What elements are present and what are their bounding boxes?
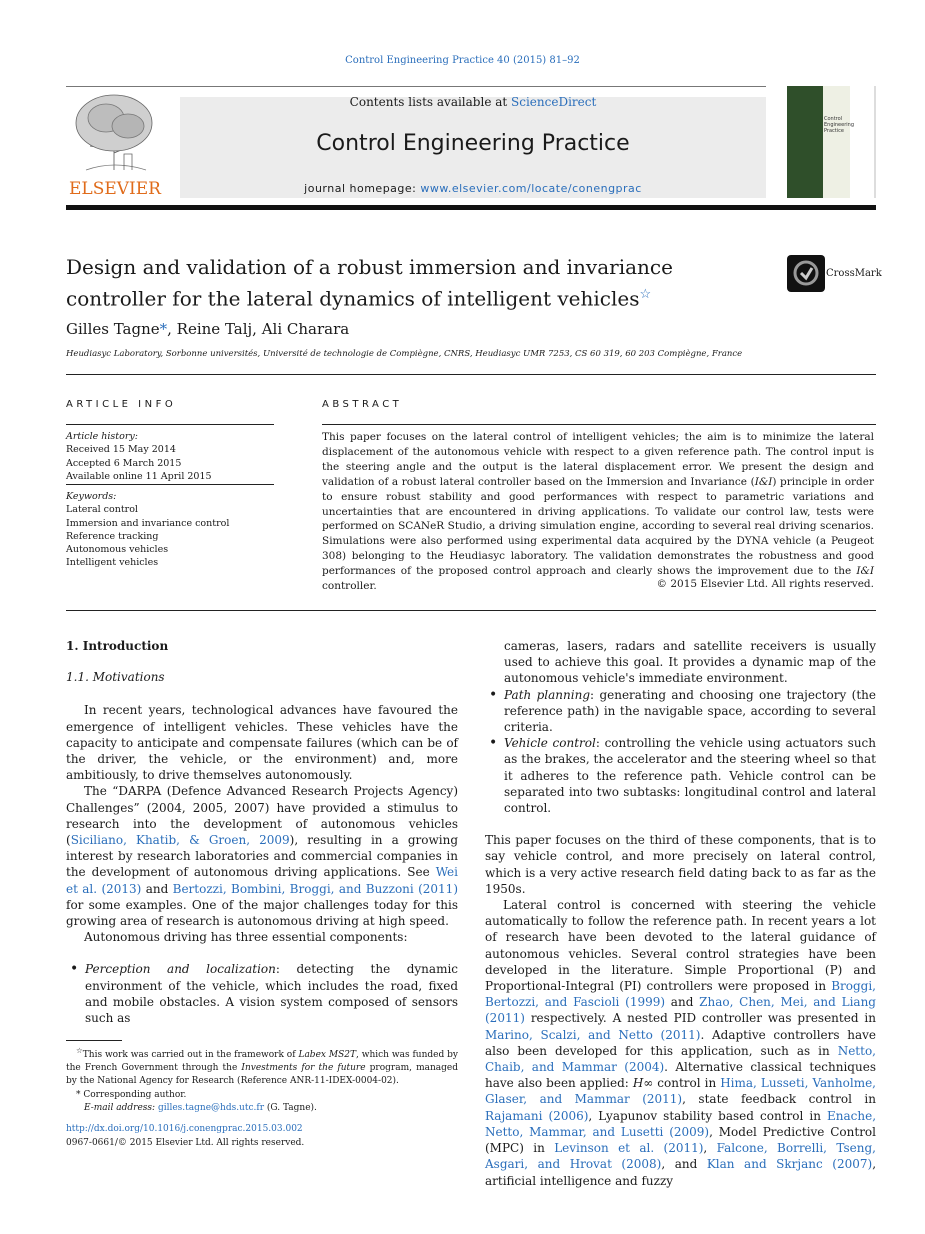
corresponding-author-marker[interactable]: *	[159, 320, 168, 338]
citation-link[interactable]: Klan and Skrjanc (2007)	[706, 1157, 873, 1172]
journal-name[interactable]: Control Engineering Practice	[316, 131, 630, 156]
citation-link[interactable]: Levinson et al. (2011)	[554, 1141, 704, 1156]
affiliation: Heudiasyc Laboratory, Sorbonne universités, Université de technologie de Compiègne, CNRS, Heudiasyc UMR 7253, CS 60 319, 60 203 Compiègne, France	[66, 349, 743, 359]
footnotes	[66, 1044, 458, 1115]
paragraph: Lateral control is concerned with steering the vehicle automatically to follow the reference path. In recent years a lot of research have been devoted to the lateral guidance of autonomous vehicles. Several control strategies have been developed in the literature. Simple Proportional (P) and Proportional-Integral (PI) controllers were proposed in Broggi, Bertozzi, and Fascioli (1999) and Zhao, Chen, Mei, and Liang (2011) respectively. A nested PID controller was presented in Marino, Scalzi, and Netto (2011). Adaptive controllers have also been developed for this application, such as in Netto, Chaib, and Mammar (2004). Alternative classical techniques have also been applied: H∞ control in Hima, Lusseti, Vanholme, Glaser, and Mammar (2011), state feedback control in Rajamani (2006), Lyapunov stability based control in Enache, Netto, Mammar, and Lusetti (2009), Model Predictive Control (MPC) in Levinson et al. (2011), Falcone, Borrelli, Tseng, Asgari, and Hrovat (2008), and Klan and Skrjanc (2007), artificial intelligence and fuzzy	[485, 898, 877, 1188]
divider	[66, 374, 876, 375]
section-heading: 1. Introduction	[66, 639, 169, 653]
elsevier-tree-icon	[66, 88, 164, 198]
author-tagne: Gilles Tagne	[66, 320, 160, 338]
list-item-continued: cameras, lasers, radars and satellite receivers is usually used to achieve this goal. It provides a dynamic map of the autonomous vehicle's immediate environment.	[504, 639, 876, 686]
title-footnote-marker[interactable]: ☆	[639, 287, 652, 302]
crossmark-label[interactable]: CrossMark	[826, 268, 882, 279]
article-info-heading: ARTICLE INFO	[66, 399, 177, 410]
divider	[322, 424, 876, 425]
citation-link[interactable]: Netto, Chaib, and Mammar (2004)	[485, 1043, 876, 1075]
footnote-rule	[66, 1040, 122, 1041]
abstract-heading: ABSTRACT	[322, 399, 403, 410]
abstract-text: This paper focuses on the lateral control of intelligent vehicles; the aim is to minimize the lateral displacement of the autonomous vehicle with respect to a given reference path. The control input is the steering angle and the output is the lateral displacement error. We present the design and validation of a robust lateral controller based on the Immersion and Invariance (I&I) principle in order to ensure robust stability and good performances with respect to parametric variations and uncertainties that are encountered in driving applications. To validate our control law, tests were performed on SCANeR Studio, a driving simulation engine, according to several real driving scenarios. Simulations were also performed using experimental data acquired by the DYNA vehicle (a Peugeot 308) belonging to the Heudiasyc laboratory. The validation demonstrates the robustness and good performances of the proposed control approach and clearly shows the improvement due to the I&I controller.	[322, 431, 874, 593]
email-footnote: E-mail address: gilles.tagne@hds.utc.fr (G. Tagne).	[84, 1102, 317, 1113]
contents-line: Contents lists available at ScienceDirect	[349, 95, 597, 109]
citation-link[interactable]: Rajamani (2006)	[485, 1108, 589, 1123]
citation-link[interactable]: Falcone, Borrelli, Tseng, Asgari, and Hrovat (2008)	[485, 1141, 876, 1172]
journal-citation[interactable]: Control Engineering Practice 40 (2015) 81–92	[345, 55, 580, 66]
homepage-link[interactable]: www.elsevier.com/locate/conengprac	[420, 182, 642, 195]
keyword: Autonomous vehicles	[66, 544, 169, 556]
keywords: Keywords: Lateral control Immersion and invariance control Reference tracking Autonomous vehicles Intelligent vehicles	[66, 490, 276, 570]
component-list	[66, 961, 458, 1026]
email-link[interactable]: gilles.tagne@hds.utc.fr	[157, 1102, 265, 1113]
citation-link[interactable]: Wei et al. (2013)	[66, 865, 458, 896]
subsection-heading: 1.1. Motivations	[66, 670, 165, 685]
elsevier-logo[interactable]	[66, 88, 164, 198]
keyword: Lateral control	[66, 504, 138, 516]
homepage-line: journal homepage: www.elsevier.com/locate/conengprac	[304, 182, 642, 195]
author-list: Gilles Tagne*, Reine Talj, Ali Charara	[66, 320, 350, 338]
citation-link[interactable]: Siciliano, Khatib, & Groen, 2009	[70, 833, 290, 848]
body-left-column	[66, 638, 458, 1026]
component-list-continued	[485, 638, 876, 816]
citation-link[interactable]: Marino, Scalzi, and Netto (2011)	[485, 1027, 701, 1042]
header-thick-rule	[66, 205, 876, 210]
cover-edge	[874, 86, 876, 198]
doi-block	[66, 1122, 304, 1150]
article-history: Article history: Received 15 May 2014 Accepted 6 March 2015 Available online 11 April 2015	[66, 431, 212, 482]
divider	[66, 424, 274, 425]
body-right-column	[485, 638, 876, 1189]
corresponding-footnote: * Corresponding author.	[76, 1089, 187, 1100]
paragraph: In recent years, technological advances have favoured the emergence of intelligent vehicles. These vehicles have the capacity to anticipate and compensate failures (which can be of the driver, the vehicle, or the environment) and, more ambitiously, to drive themselves autonomously.	[66, 703, 458, 783]
keyword: Reference tracking	[66, 530, 159, 542]
cover-title: Control Engineering Practice	[824, 116, 854, 134]
paragraph: The “DARPA (Defence Advanced Research Projects Agency) Challenges” (2004, 2005, 2007) have provided a stimulus to research into the development of autonomous vehicles (Siciliano, Khatib, & Groen, 2009), resulting in a growing interest by research laboratories and commercial companies in the development of autonomous driving applications. See Wei et al. (2013) and Bertozzi, Bombini, Broggi, and Buzzoni (2011) for some examples. One of the major challenges today for this growing area of research is autonomous driving at high speed.	[66, 784, 458, 929]
keyword: Intelligent vehicles	[66, 557, 159, 569]
crossmark-icon[interactable]	[787, 255, 825, 292]
paragraph: This paper focuses on the third of these components, that is to say vehicle control, and more precisely on lateral control, which is a very active research field dating back to as far as the 1950s.	[485, 833, 876, 896]
divider	[66, 484, 274, 485]
citation-link[interactable]: Zhao, Chen, Mei, and Liang (2011)	[485, 995, 876, 1026]
svg-text:ELSEVIER: ELSEVIER	[69, 179, 161, 198]
citation-link[interactable]: Enache, Netto, Mammar, and Lusetti (2009)	[485, 1108, 877, 1139]
divider	[66, 610, 876, 611]
list-item: • Path planning: generating and choosing one trajectory (the reference path) in the navigable space, according to several criteria.	[485, 687, 876, 736]
citation-link[interactable]: Broggi, Bertozzi, and Fascioli (1999)	[485, 979, 876, 1010]
header-divider	[66, 86, 766, 87]
abstract-copyright: © 2015 Elsevier Ltd. All rights reserved.	[656, 578, 874, 590]
doi-link[interactable]: http://dx.doi.org/10.1016/j.conengprac.2015.03.002	[66, 1124, 303, 1134]
crossmark-symbol-icon	[787, 255, 825, 292]
issn: 0967-0661/© 2015 Elsevier Ltd. All rights reserved.	[66, 1138, 305, 1148]
journal-cover[interactable]	[787, 86, 854, 198]
citation-link[interactable]: Hima, Lusseti, Vanholme, Glaser, and Mammar (2011)	[485, 1076, 877, 1107]
list-item: • Perception and localization: detecting the dynamic environment of the vehicle, which includes the road, fixed and mobile obstacles. A vision system composed of sensors such as	[66, 961, 458, 1026]
list-item: • Vehicle control: controlling the vehicle using actuators such as the brakes, the accelerator and the steering wheel so that it adheres to the reference path. Vehicle control can be separated into two subtasks: longitudinal control and lateral control.	[485, 735, 876, 816]
sciencedirect-link[interactable]: ScienceDirect	[511, 95, 597, 109]
cover-panel	[823, 86, 854, 198]
funding-footnote: ☆This work was carried out in the framework of Labex MS2T, which was funded by the French Government through the Investments for the future program, managed by the National Agency for Research (Reference ANR-11-IDEX-0004-02).	[66, 1046, 458, 1087]
citation-link[interactable]: Bertozzi, Bombini, Broggi, and Buzzoni (2011)	[172, 881, 458, 896]
keyword: Immersion and invariance control	[66, 517, 230, 529]
paragraph: Autonomous driving has three essential components:	[84, 930, 408, 945]
article-title: Design and validation of a robust immersion and invariance controller for the lateral dynamics of intelligent vehicles☆	[66, 255, 673, 311]
